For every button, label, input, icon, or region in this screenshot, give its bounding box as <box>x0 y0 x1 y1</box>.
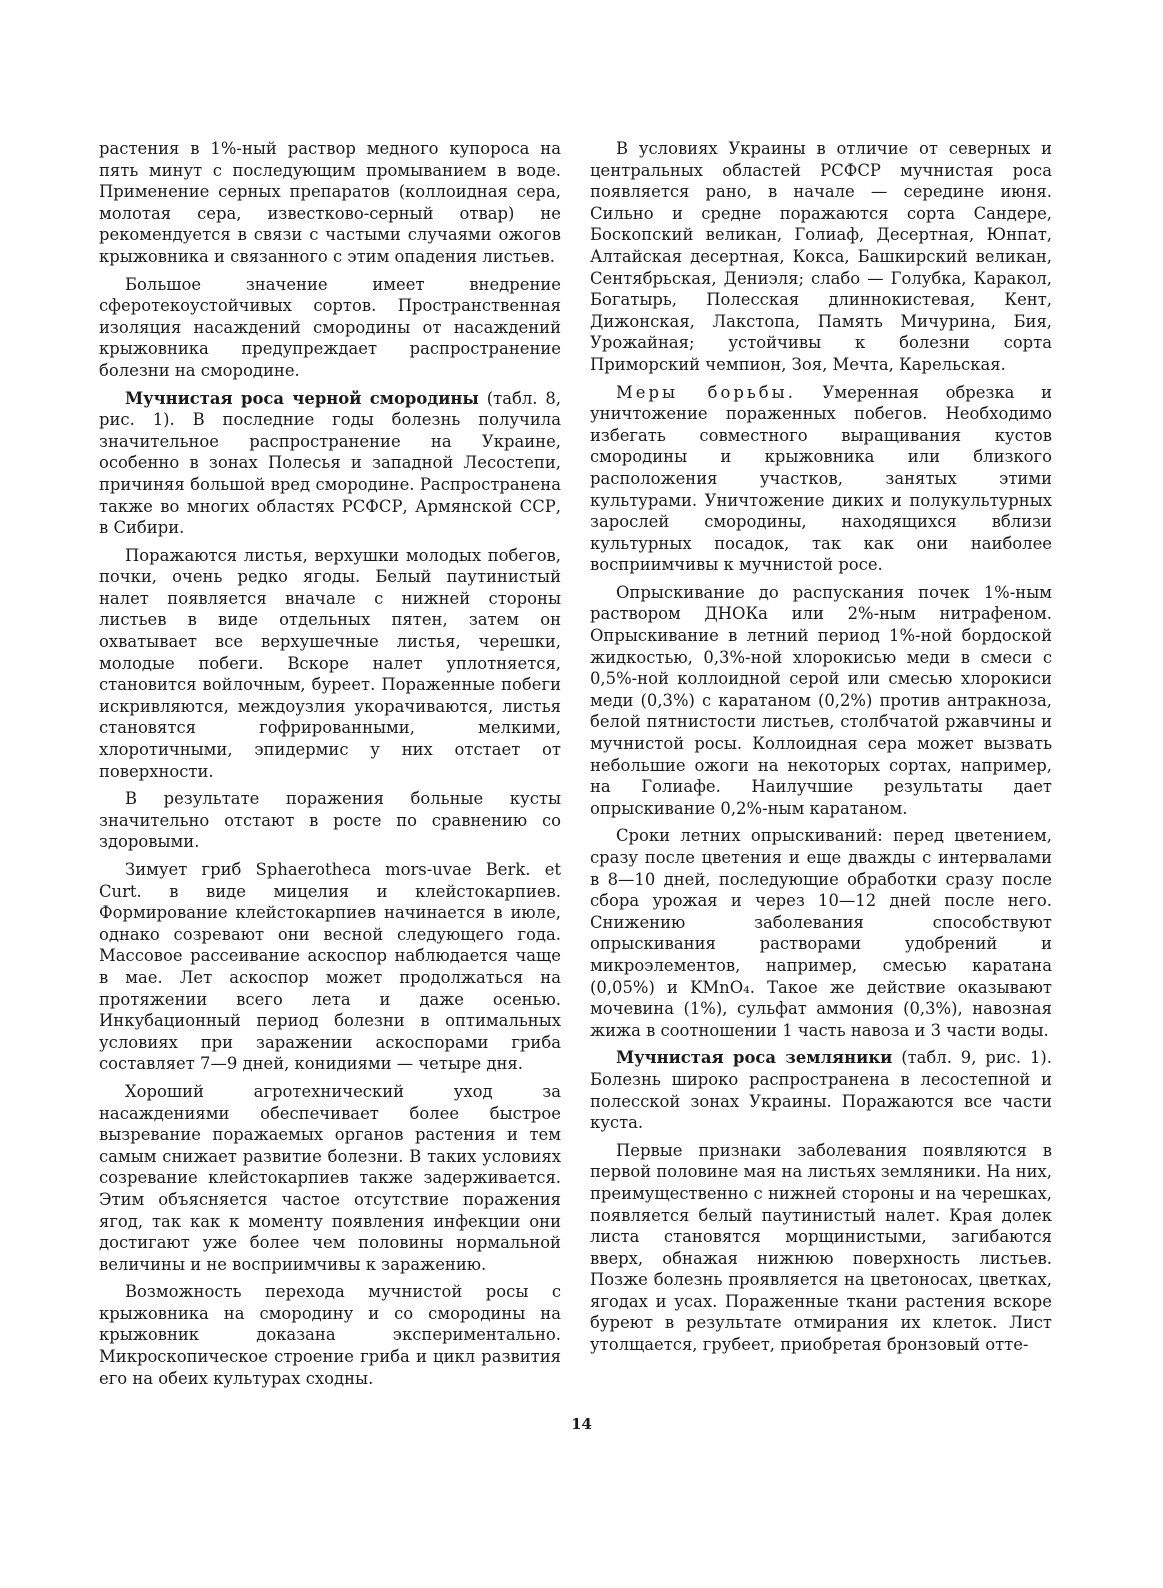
right-column <box>590 138 1052 1362</box>
paragraph <box>99 388 561 539</box>
page-number: 14 <box>571 1415 592 1433</box>
paragraph: Первые признаки заболевания появляются в первой половине мая на листьях земляники. На них, преимущественно с нижней стороны и на черешках, появляется белый паутинистый налет. Края долек листа становятся морщинистыми, загибаются вверх, обнажая нижнюю поверхность листьев. Позже болезнь проявляется на цветоносах, цветках, ягодах и усах. Пораженные ткани растения вскоре буреют в результате отмирания их клеток. Лист утолщается, грубеет, приобретая бронзовый отте- <box>590 1140 1052 1355</box>
section-heading: Мучнистая роса черной смородины <box>125 388 479 408</box>
paragraph: Зимует гриб Sphaerotheca mors-uvae Berk. et Curt. в виде мицелия и клейстокарпиев. Формирование клейстокарпиев начинается в июле, однако созревают они весной следующего года. Массовое рассеивание аскоспор наблюдается чаще в мае. Лет аскоспор может продолжаться на протяжении всего лета и даже осенью. Инкубационный период болезни в оптимальных условиях при заражении аскоспорами гриба составляет 7—9 дней, конидиями — четыре дня. <box>99 860 561 1074</box>
paragraph: Возможность перехода мучнистой росы с крыжовника на смородину и со смородины на крыжовник доказана экспериментально. Микроскопическое строение гриба и цикл развития его на обеих культурах сходны. <box>99 1282 561 1388</box>
paragraph-text: (табл. 9, рис. 1). Болезнь широко распространена в лесостепной и полесской зонах Украины. Поражаются все части куста. <box>590 1048 1053 1133</box>
paragraph: Опрыскивание до распускания почек 1%-ным раствором ДНОКа или 2%-ным нитрафеном. Опрыскивание в летний период 1%-ной бордоской жидкостью, 0,3%-ной хлорокисью меди в смеси с 0,5%-ной коллоидной серой или смесью хлорокиси меди (0,3%) с каратаном (0,2%) против антракноза, белой пятнистости листьев, столбчатой ржавчины и мучнистой росы. Коллоидная сера может вызвать небольшие ожоги на некоторых сортах, например, на Голиафе. Наилучшие результаты дает опрыскивание 0,2%-ным каратаном. <box>590 582 1052 818</box>
section-heading: Мучнистая роса земляники <box>616 1048 893 1068</box>
paragraph-text: (табл. 8, рис. 1). В последние годы болезнь получила значительное распространение на Украине, особенно в зонах Полесья и западной Лесостепи, причиняя большой вред смородине. Распространена также во многих областях РСФСР, Армянской ССР, в Сибири. <box>99 388 561 538</box>
paragraph: Хороший агротехнический уход за насаждениями обеспечивает более быстрое вызревание поражаемых органов растения и тем самым снижает развитие болезни. В таких условиях созревание клейстокарпиев также задерживается. Этим объясняется частое отсутствие поражения ягод, так как к моменту появления инфекции они достигают уже более чем половины нормальной величины и не восприимчивы к заражению. <box>99 1081 561 1274</box>
paragraph: В условиях Украины в отличие от северных и центральных областей РСФСР мучнистая роса появляется рано, в начале — середине июня. Сильно и средне поражаются сорта Сандере, Боскопский великан, Голиаф, Десертная, Юнпат, Алтайская десертная, Кокса, Башкирский великан, Сентябрьская, Дениэля; слабо — Голубка, Каракол, Богатырь, Полесская длиннокистевая, Кент, Дижонская, Лакстопа, Память Мичурина, Бия, Урожайная; устойчивы к болезни сорта Приморский чемпион, Зоя, Мечта, Карельская. <box>590 139 1052 374</box>
paragraph: Поражаются листья, верхушки молодых побегов, почки, очень редко ягоды. Белый паутинистый налет появляется вначале с нижней стороны листьев в виде отдельных пятен, затем он охватывает все верхушечные листья, черешки, молодые побеги. Вскоре налет уплотняется, становится войлочным, буреет. Пораженные побеги искривляются, междоузлия укорачиваются, листья становятся гофрированными, мелкими, хлоротичными, эпидермис у них отстает от поверхности. <box>99 545 561 781</box>
paragraph <box>590 1047 1052 1133</box>
paragraph <box>590 382 1052 576</box>
paragraph: Сроки летних опрыскиваний: перед цветением, сразу после цветения и еще дважды с интервалами в 8—10 дней, последующие обработки сразу после сбора урожая и через 10—12 дней после него. Снижению заболевания способствуют опрыскивания растворами удобрений и микроэлементов, например, смесью каратана (0,05%) и KMnO₄. Такое же действие оказывают мочевина (1%), сульфат аммония (0,3%), навозная жижа в соотношении 1 часть навоза и 3 части воды. <box>590 826 1052 1040</box>
paragraph: растения в 1%-ный раствор медного купороса на пять минут с последующим промыванием в воде. Применение серных препаратов (коллоидная сера, молотая сера, известково-серный отвар) не рекомендуется в связи с частыми случаями ожогов крыжовника и связанного с этим опадения листьев. <box>99 139 561 266</box>
left-column <box>99 138 561 1395</box>
paragraph-text: Умеренная обрезка и уничтожение пораженных побегов. Необходимо избегать совместного выращивания кустов смородины и крыжовника или близкого расположения участков, занятых этими культурами. Уничтожение диких и полукультурных зарослей смородины, находящихся вблизи культурных посадок, так как они наиболее восприимчивы к мучнистой росе. <box>590 382 1052 575</box>
paragraph: Большое значение имеет внедрение сферотекоустойчивых сортов. Пространственная изоляция насаждений смородины от насаждений крыжовника предупреждает распространение болезни на смородине. <box>99 274 561 380</box>
subsection-heading: Меры борьбы. <box>616 382 796 402</box>
paragraph: В результате поражения больные кусты значительно отстают в росте по сравнению со здоровыми. <box>99 789 561 852</box>
